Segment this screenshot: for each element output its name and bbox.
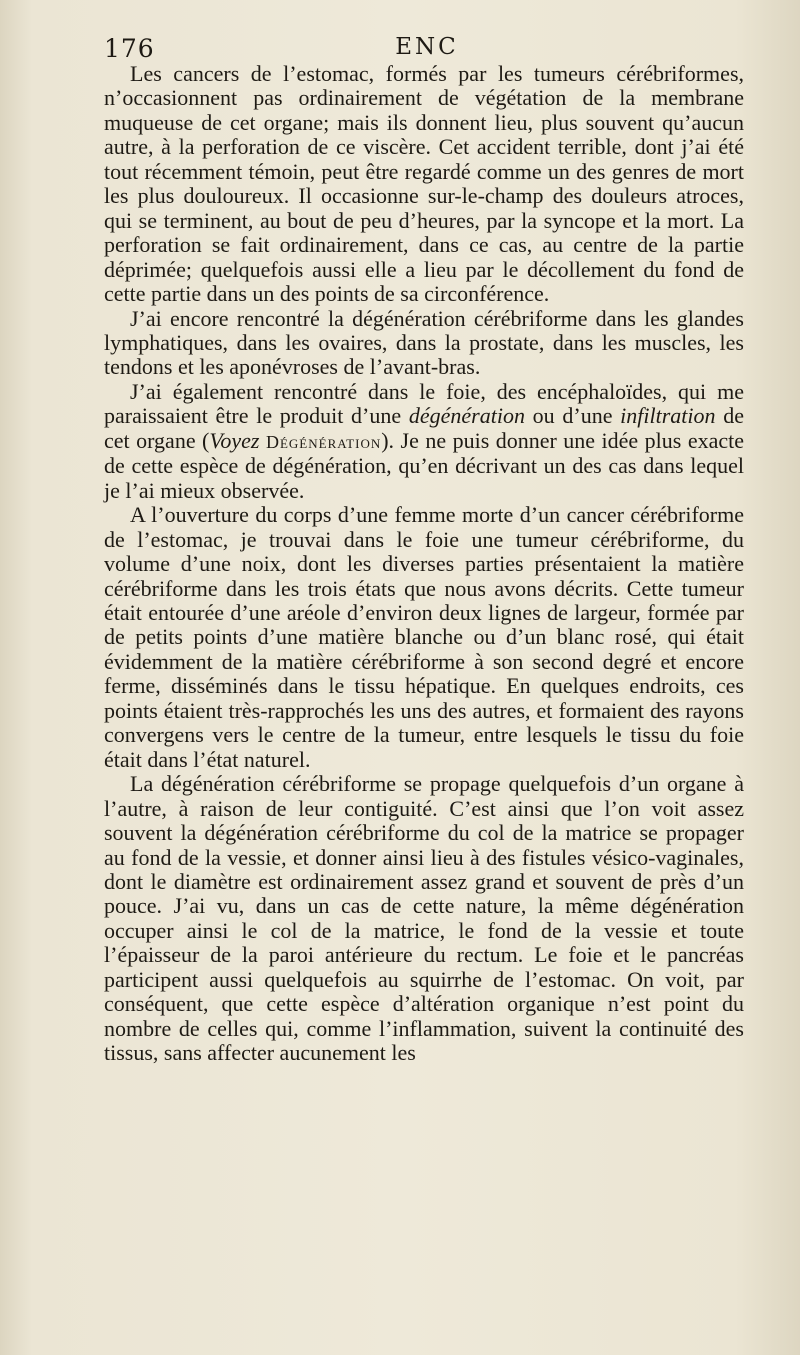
paragraph-4: A l’ouverture du corps d’une femme morte d’un cancer cérébriforme de l’estomac, je trouvai dans le foie une tumeur cérébriforme, du volume d’une noix, dont les diverses parties présentaient la matière cérébriforme dans les trois états que nous avons décrits. Cette tumeur était entourée d’une aréole d’environ deux lignes de largeur, formée par de petits points d’une matière blanche ou d’un blanc rosé, qui était évidemment de la matière cérébriforme à son second degré et encore ferme, disséminés dans le tissu hépatique. En quelques endroits, ces points étaient très-rapprochés les uns des autres, et formaient des rayons convergens vers le centre de la tumeur, entre lesquels le tissu du foie était dans l’état naturel. (104, 502, 744, 772)
paragraph-3-part-3: de cet organe ( (104, 403, 745, 453)
body-text (104, 62, 744, 1066)
paragraph-2: J’ai encore rencontré la dégénération cérébriforme dans les glandes lymphatiques, dans les ovaires, dans la prostate, dans les muscles, les tendons et les aponévroses de l’avant-bras. (104, 305, 744, 380)
paragraph-1: Les cancers de l’estomac, formés par les tumeurs cérébriformes, n’occasionnent pas ordinairement de végétation de la membrane muqueuse de cet organe; mais ils donnent lieu, plus souvent qu’aucun autre, à la perforation de ce viscère. Cet accident terrible, dont j’ai été tout récemment témoin, peut être regardé comme un des genres de mort les plus douloureux. Il occasionne sur-le-champ des douleurs atroces, qui se terminent, au bout de peu d’heures, par la syncope et la mort. La perforation se fait ordinairement, dans ce cas, au centre de la partie déprimée; quelquefois aussi elle a lieu par le décollement du fond de cette partie dans un des points de sa circonférence. (104, 61, 744, 307)
paragraph-3-part-5: ). Je ne puis donner une idée plus exacte de cette espèce de dégénération, qu’en décrivant un des cas dans lequel je l’ai mieux observée. (104, 427, 744, 503)
page-header (104, 34, 740, 64)
italic-infiltration: infiltration (620, 403, 716, 429)
page-number: 176 (104, 34, 155, 63)
paragraph-3-part-1: J’ai également rencontré dans le foie, des encéphaloïdes, qui me paraissaient être le produit d’une (104, 378, 744, 429)
paragraph-3-part-2: ou d’une (524, 403, 621, 429)
italic-degeneration: dégénération (408, 403, 525, 429)
paragraph-5: La dégénération cérébriforme se propage quelquefois d’un organe à l’autre, à raison de leur contiguité. C’est ainsi que l’on voit assez souvent la dégénération cérébriforme du col de la matrice se propager au fond de la vessie, et donner ainsi lieu à des fistules vésico-vaginales, dont le diamètre est ordinairement assez grand et souvent de près d’un pouce. J’ai vu, dans un cas de cette nature, la même dégénération occuper ainsi le col de la matrice, le fond de la vessie et toute l’épaisseur de la paroi antérieure du rectum. Le foie et le pancréas participent aussi quelquefois au squirrhe de l’estomac. On voit, par conséquent, que cette espèce d’altération organique n’est point du nombre de celles qui, comme l’inflammation, suivent la continuité des tissus, sans affecter aucunement les (104, 771, 744, 1066)
paragraph-3 (104, 380, 744, 503)
italic-voyez: Voyez (209, 427, 260, 453)
cross-reference-degeneration: Dégénération (265, 431, 382, 452)
running-head: ENC (395, 34, 459, 60)
